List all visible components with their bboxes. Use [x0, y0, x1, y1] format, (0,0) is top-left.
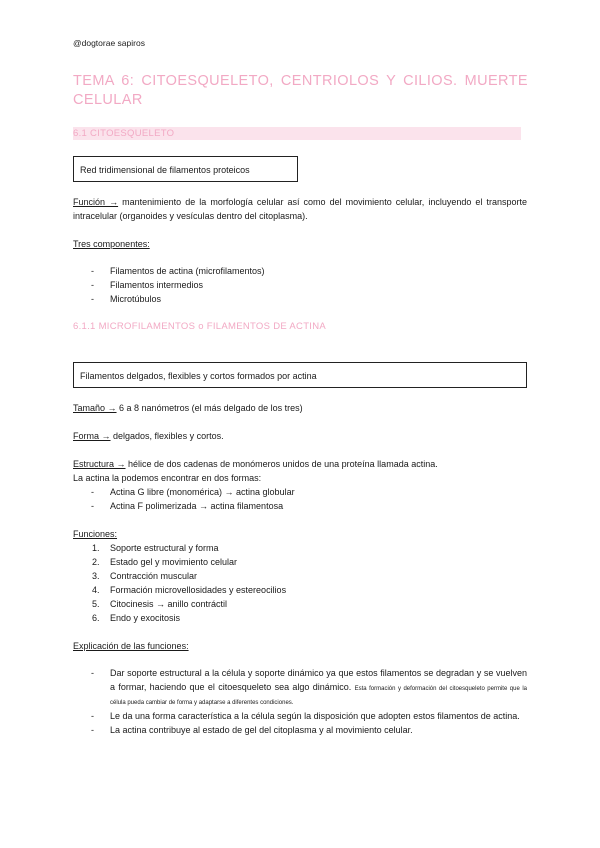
list-item: - Filamentos de actina (microfilamentos) [91, 266, 265, 276]
funciones-label: Funciones: [73, 529, 118, 539]
explicacion-3: La actina contribuye al estado de gel del citoplasma y al movimiento celular. [110, 725, 413, 735]
funcion-label: Función → [73, 197, 119, 207]
tamano-label: Tamaño → [73, 403, 117, 413]
forma-text: delgados, flexibles y cortos. [110, 431, 224, 441]
explicacion-1-note: Esta formación y deformación del citoesqueleto permite que la célula pueda cambiar de forma y adaptarse a diferentes condiciones. [110, 686, 527, 706]
list-item: 4. Formación microvellosidades y estereocilios [92, 585, 287, 595]
explicacion-label: Explicación de las funciones: [73, 641, 189, 651]
list-item: - Actina F polimerizada → actina filamentosa [91, 501, 284, 511]
watermark: @dogtorae sapiros [73, 38, 145, 48]
definition-text: Red tridimensional de filamentos proteicos [80, 165, 250, 175]
list-item: - La actina contribuye al estado de gel del citoplasma y al movimiento celular. [91, 725, 413, 735]
forma-label: Forma → [73, 431, 111, 441]
estructura-line-2: La actina la podemos encontrar en dos formas: [73, 473, 262, 483]
funcion-text: mantenimiento de la morfología celular así como del movimiento celular, incluyendo el transporte intracelular (organoides y vesículas dentro del citoplasma). [73, 197, 527, 221]
section-heading: 6.1 CITOESQUELETO [73, 128, 175, 139]
section-heading-bar [73, 127, 521, 140]
list-item: - Microtúbulos [91, 294, 162, 304]
explicacion-2: Le da una forma característica a la célula según la disposición que adopten estos filamentos de actina. [110, 711, 520, 721]
list-item: 5. Citocinesis → anillo contráctil [92, 599, 228, 609]
forma-line [73, 429, 224, 443]
tamano-text: 6 a 8 nanómetros (el más delgado de los tres) [116, 403, 303, 413]
estructura-label: Estructura → [73, 459, 126, 469]
list-item: - Dar soporte estructural a la célula y soporte dinámico ya que estos filamentos se degradan y se vuelven a formar, haciendo que el citoesqueleto sea algo dinámico. Esta formación y deformación del citoesqueleto permite que la célula pueda cambiar de forma y adaptarse a diferentes condiciones. [91, 668, 527, 706]
list-item: - Actina G libre (monomérica) → actina globular [91, 487, 295, 497]
list-item: 6. Endo y exocitosis [92, 613, 181, 623]
definition-text-2: Filamentos delgados, flexibles y cortos formados por actina [80, 371, 317, 381]
estructura-line [73, 457, 438, 471]
componentes-list [91, 264, 265, 306]
funciones-list [92, 541, 287, 625]
explicacion-1: Dar soporte estructural a la célula y soporte dinámico ya que estos filamentos se degradan y se vuelven a formar, haciendo que el citoesqueleto sea algo dinámico. [110, 668, 527, 692]
list-item: - Filamentos intermedios [91, 280, 204, 290]
page-title: TEMA 6: CITOESQUELETO, CENTRIOLOS Y CILIOS. MUERTE CELULAR [73, 73, 528, 108]
subsection-heading: 6.1.1 MICROFILAMENTOS o FILAMENTOS DE ACTINA [73, 321, 327, 332]
list-item: 2. Estado gel y movimiento celular [92, 557, 238, 567]
formas-list [91, 485, 295, 513]
definition-box [73, 156, 298, 182]
list-item: 3. Contracción muscular [92, 571, 198, 581]
tamano-line [73, 401, 303, 415]
estructura-text: hélice de dos cadenas de monómeros unidos de una proteína llamada actina. [125, 459, 438, 469]
list-item: 1. Soporte estructural y forma [92, 543, 219, 553]
list-item: - Le da una forma característica a la célula según la disposición que adopten estos filamentos de actina. [91, 711, 520, 721]
definition-box-2 [73, 362, 527, 388]
explicaciones-list [91, 666, 527, 737]
tres-componentes-label: Tres componentes: [73, 239, 150, 249]
funcion-paragraph [73, 195, 527, 223]
